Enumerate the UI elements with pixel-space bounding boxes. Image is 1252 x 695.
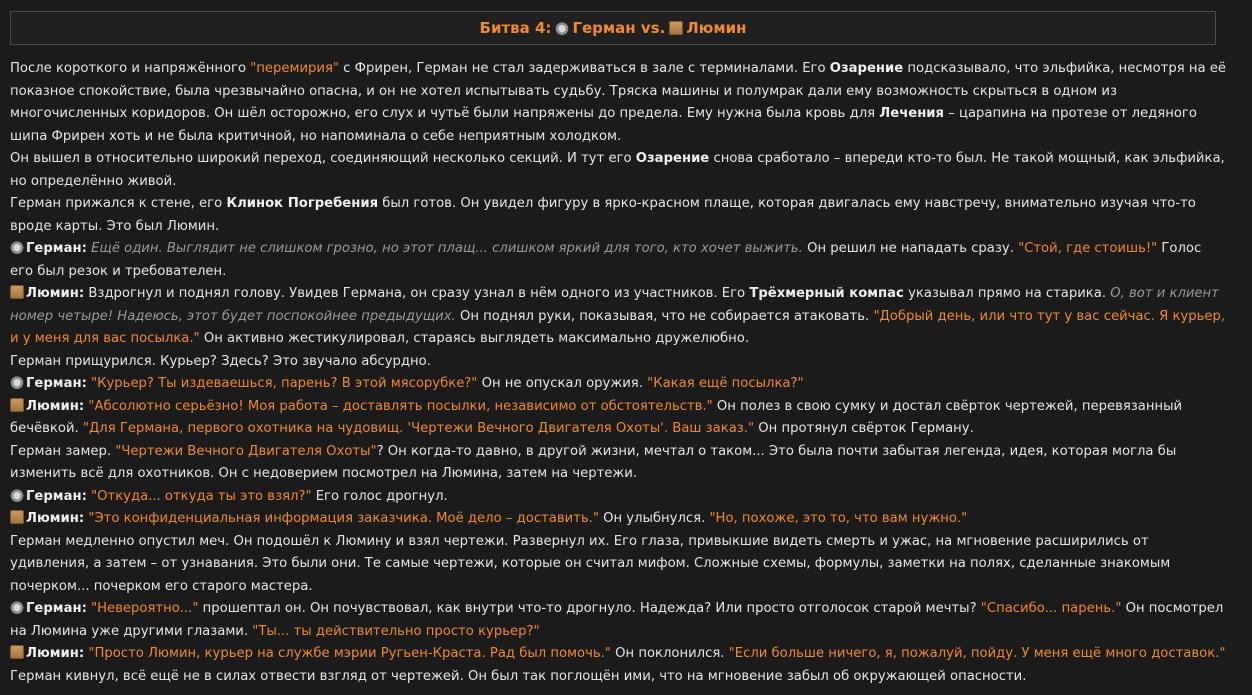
wolf-icon [555,21,569,35]
narration-text: указывал прямо на старика. [903,286,1111,301]
narration-text: Он не опускал оружия. [477,376,648,391]
battle-header [10,11,1216,45]
fighter-two-name: Люмин [686,18,747,37]
inner-thought: О, вот и клиент номер четыре! Надеюсь, этот будет поспокойнее предыдущих. [10,286,1219,324]
narration-text: Герман замер. [10,443,116,459]
package-icon [10,285,24,299]
dialogue-quote: "Просто Люмин, курьер на службе мэрии Ругьен-Краста. Рад был помочь." [88,646,611,661]
narration-text: Герман кивнул, всё ещё не в силах отвести взгляд от чертежей. Он был так поглощён ими, что на мгновение забыл об окружающей опасности. [10,668,1027,684]
narration-text: снова сработало – впереди кто-то был. Не такой мощный, как эльфийка, но определённо живой. [10,151,1225,189]
narration-text: Он полез в свою сумку и достал свёрток чертежей, перевязанный бечёвкой. [10,398,1183,436]
narration-text: Вздрогнул и поднял голову. Увидев Германа, он сразу узнал в нём одного из участников. Его [84,286,750,301]
story-paragraph [10,396,1228,441]
dialogue-quote: "Для Германа, первого охотника на чудовищ. 'Чертежи Вечного Двигателя Охоты'. Ваш заказ." [82,421,755,436]
story-paragraph [10,148,1228,193]
bold-term: Люмин: [26,646,85,661]
dialogue-quote: "Откуда... откуда ты это взял?" [91,488,312,504]
bold-term: Клинок Погребения [226,196,379,211]
bold-term: Герман: [26,601,87,616]
story-paragraph [10,238,1228,283]
narration-text: подсказывало, что эльфийка, несмотря на её показное спокойствие, была чрезвычайно опасна, и он не хотел испытывать судьбу. Тряска машины и полумрак дали ему возможность скрыться в одном из многочисленных коридоров. Он шёл осторожно, его слух и чутьё были напряжены до предела. Ему нужна была кровь для [10,61,1226,121]
inner-thought: Ещё один. Выглядит не слишком грозно, но этот плащ... слишком яркий для того, кто хочет выжить. [91,241,803,256]
narration-text: Он посмотрел на Люмина уже другими глазами. [10,601,1224,639]
narration-text: Герман прижался к стене, его [10,196,227,211]
bold-term: Трёхмерный компас [749,286,904,301]
story-paragraph [10,351,1228,374]
story-paragraph [10,441,1228,486]
narration-text: После короткого и напряжённого [10,61,251,76]
narration-text: ? Он когда-то давно, в другой жизни, мечтал о таком... Это была почти забытая легенда, идея, которая могла бы изменить всё для охотников. Он с недоверием посмотрел на Люмина, затем на чертежи. [10,443,1177,481]
dialogue-quote: "Это конфиденциальная информация заказчика. Моё дело – доставить." [88,511,599,526]
dialogue-quote: "Добрый день, или что тут у вас сейчас. Я курьер, и у меня для вас посылка." [10,308,1226,346]
story-text [10,58,1228,688]
package-icon [669,21,683,35]
dialogue-quote: "Но, похоже, это то, что вам нужно." [709,511,968,526]
story-paragraph [10,486,1228,509]
story-paragraph [10,531,1228,599]
package-icon [10,398,24,412]
dialogue-quote: "Ты... ты действительно просто курьер?" [252,623,540,639]
bold-term: Люмин: [26,286,85,301]
narration-text: Герман прищурился. Курьер? Здесь? Это звучало абсурдно. [10,353,431,369]
dialogue-quote: "перемирия" [250,61,339,76]
story-paragraph [10,666,1228,689]
narration-text: Герман медленно опустил меч. Он подошёл к Люмину и взял чертежи. Развернул их. Его глаза, привыкшие видеть смерть и ужас, на мгновение расширились от удивления, а затем – от узнавания. Это были они. Те самые чертежи, которые он считал мифом. Сложные схемы, формулы, заметки на полях, сделанные знакомым почерком... почерком его старого мастера. [10,533,1171,594]
story-paragraph [10,508,1228,531]
story-paragraph [10,193,1228,238]
narration-text: Он поклонился. [610,646,729,661]
narration-text: Он протянул свёрток Герману. [754,421,974,436]
dialogue-quote: "Стой, где стоишь!" [1018,241,1158,256]
narration-text: Он активно жестикулировал, стараясь выглядеть максимально дружелюбно. [199,331,750,346]
story-paragraph [10,598,1228,643]
package-icon [10,510,24,524]
narration-text: Он решил не нападать сразу. [802,241,1019,256]
dialogue-quote: "Какая ещё посылка?" [647,376,804,391]
narration-text: прошептал он. Он почувствовал, как внутри что-то дрогнуло. Надежда? Или просто отголосок старой мечты? [198,601,981,616]
story-paragraph [10,643,1228,666]
dialogue-quote: "Чертежи Вечного Двигателя Охоты" [115,443,377,459]
narration-text: Он поднял руки, показывая, что не собирается атаковать. [455,308,874,324]
bold-term: Герман: [26,241,87,256]
battle-title-prefix: Битва 4: [479,18,552,37]
narration-text: Он вышел в относительно широкий переход, соединяющий несколько секций. И тут его [10,151,636,166]
wolf-icon [10,488,24,502]
wolf-icon [10,600,24,614]
dialogue-quote: "Если больше ничего, я, пожалуй, пойду. У меня ещё много доставок." [728,646,1226,661]
bold-term: Герман: [26,376,87,391]
bold-term: Люмин: [26,511,85,526]
narration-text: был готов. Он увидел фигуру в ярко-красном плаще, которая двигалась ему навстречу, внимательно изучая что-то вроде карты. Это был Люмин. [10,196,1196,234]
bold-term: Люмин: [26,398,85,414]
bold-term: Лечения [879,106,945,121]
fighter-one-name: Герман vs. [572,18,666,37]
package-icon [10,645,24,659]
dialogue-quote: "Абсолютно серьёзно! Моя работа – доставлять посылки, независимо от обстоятельств." [88,398,713,414]
narration-text: Голос его был резок и требователен. [10,241,1202,279]
narration-text: – царапина на протезе от ледяного шипа Фрирен хоть и не была критичной, но напоминала о себе неприятным холодком. [10,106,1197,144]
bold-term: Озарение [635,151,710,166]
narration-text: с Фрирен, Герман не стал задерживаться в зале с терминалами. Его [338,61,830,76]
bold-term: Озарение [829,61,904,76]
story-paragraph [10,283,1228,351]
dialogue-quote: "Спасибо... парень." [980,601,1122,616]
wolf-icon [10,240,24,254]
story-paragraph [10,58,1228,148]
wolf-icon [10,375,24,389]
narration-text: Он улыбнулся. [598,511,710,526]
dialogue-quote: "Невероятно..." [91,601,199,616]
narration-text: Его голос дрогнул. [311,488,448,504]
dialogue-quote: "Курьер? Ты издеваешься, парень? В этой мясорубке?" [91,376,478,391]
story-paragraph [10,373,1228,396]
bold-term: Герман: [26,488,87,504]
